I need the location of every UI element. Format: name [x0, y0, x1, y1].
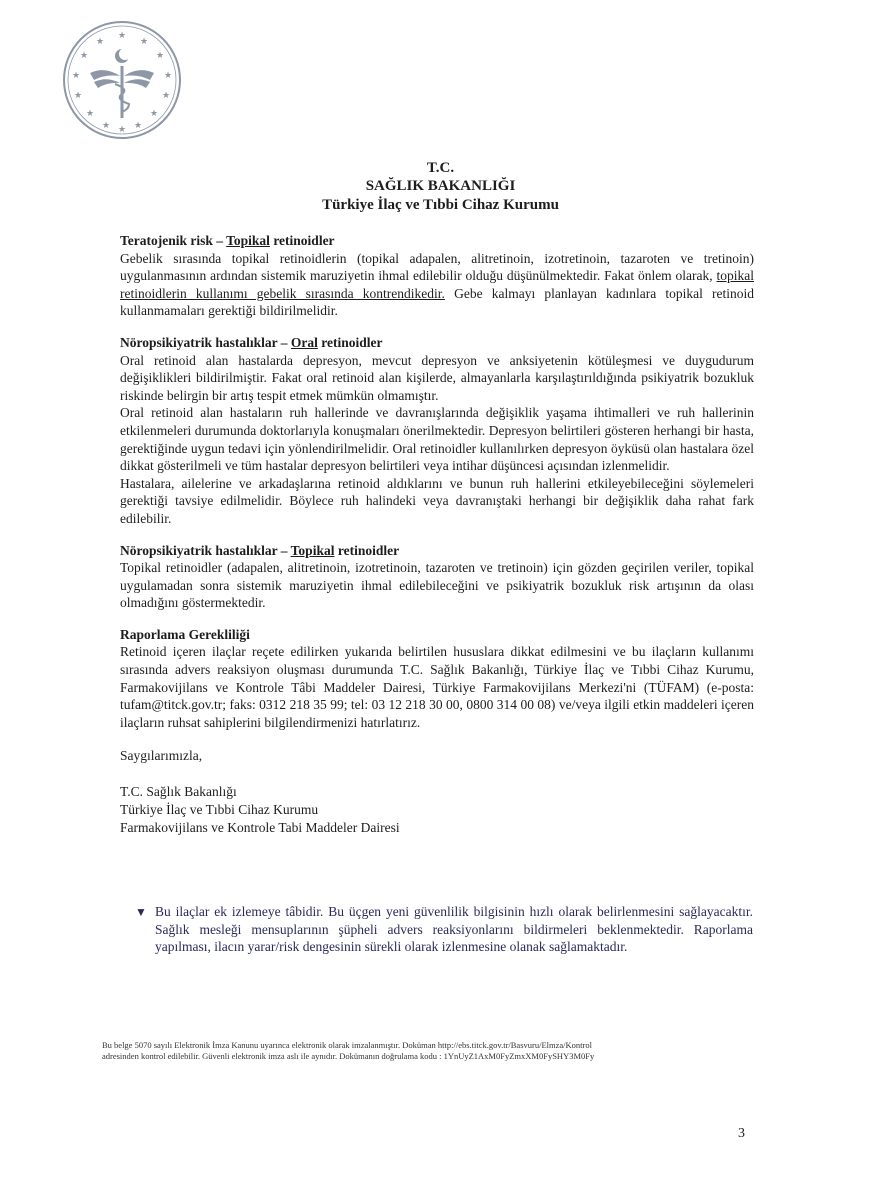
header-agency: Türkiye İlaç ve Tıbbi Cihaz Kurumu: [322, 197, 559, 213]
paragraph: Oral retinoid alan hastalarda depresyon, mevcut depresyon ve anksiyetenin kötüleşmesi ve duygudurum değişiklikleri bildirilmiştir. Fakat oral retinoid alan kişilerde, almayanlarla karşılaştırıldığında psikiyatrik bozukluk riskinde belirgin bir artış tespit etmek mümkün olmamıştır.: [120, 352, 754, 403]
svg-text:★: ★: [85, 109, 95, 119]
paragraph-underlined: topikal retinoidlerin kullanımı gebelik sırasında kontrendikedir.: [120, 268, 754, 301]
page-number: 3: [738, 1126, 745, 1141]
paragraph: [120, 250, 754, 320]
svg-text:★: ★: [101, 121, 111, 131]
title-text: retinoidler: [269, 233, 335, 248]
svg-text:★: ★: [73, 91, 83, 101]
svg-text:★: ★: [133, 121, 143, 131]
footer-line: adresinden kontrol edilebilir. Güvenli elektronik imza aslı ile aynıdır. Dokümanın doğrulama kodu : 1YnUyZ1AxM0FyZmxXM0FySHY3M0Fy: [102, 1051, 595, 1061]
svg-text:★: ★: [161, 91, 171, 101]
additional-monitoring-notice: [135, 903, 753, 956]
paragraph: Retinoid içeren ilaçlar reçete edilirken yukarıda belirtilen hususlara dikkat edilmesini ve bu ilaçların kullanımı sırasında advers reaksiyon oluşması durumunda T.C. Sağlık Bakanlığı, Türkiye İlaç ve Tıbbi Cihaz Kurumu, Farmakovijilans ve Kontrole Tâbi Maddeler Dairesi, Türkiye Farmakovijilans Merkezi'ni (TÜFAM) (e-posta: tufam@titck.gov.tr; faks: 0312 218 35 99; tel: 03 12 218 30 00, 0800 314 00 08) ve/veya ilgili etkin maddeleri içeren ilaçların ruhsat sahiplerini bilgilendirmenizi hatırlatırız.: [120, 644, 754, 730]
title-text: retinoidler: [334, 542, 400, 558]
header-tc: T.C.: [426, 160, 455, 176]
title-underlined: Oral: [290, 334, 318, 350]
paragraph: Topikal retinoidler (adapalen, alitretinoin, izotretinoin, tazaroten ve tretinoin) için gözden geçirilen veriler, topikal uygulamadan sonra sistemik maruziyetin ihmal edilebileceğini ve psikiyatrik bozukluk risk artışının da olası olmadığını göstermektedir.: [120, 560, 754, 611]
title-text: Teratojenik risk –: [120, 233, 227, 248]
section-neuropsychiatric-topical: [120, 542, 754, 612]
svg-text:★: ★: [95, 37, 105, 47]
ministry-of-health-emblem-icon: [60, 18, 184, 142]
section-reporting: [120, 626, 754, 732]
svg-text:★: ★: [163, 71, 173, 81]
greeting: Saygılarımızla,: [120, 748, 203, 764]
section-teratogenic-risk: [120, 232, 754, 320]
paragraph: Hastalara, ailelerine ve arkadaşlarına retinoid aldıklarını ve bunun ruh hallerini etkileyebileceğini söylemeleri gerektiği tavsiye edilmelidir. Böylece ruh halindeki veya davranıştaki herhangi bir değişiklik daha rahat fark edilebilir.: [120, 475, 754, 526]
section-neuropsychiatric-oral: [120, 334, 754, 528]
section-title: [120, 542, 754, 560]
closing: [120, 747, 754, 837]
title-underlined: Topikal: [290, 542, 335, 558]
svg-text:★: ★: [71, 71, 81, 81]
black-triangle-icon: ▼: [135, 905, 147, 919]
title-text: Nöropsikiyatrik hastalıklar –: [120, 542, 291, 558]
paragraph-text: Gebe kalmayı planlayan kadınlara topikal retinoid kullanmamaları gerektiği bildirilmelidir.: [120, 285, 754, 319]
letter-body: [120, 232, 754, 837]
svg-text:★: ★: [139, 37, 149, 47]
title-underlined: Topikal: [226, 233, 270, 248]
signature-line: Türkiye İlaç ve Tıbbi Cihaz Kurumu: [120, 802, 319, 818]
footer-line: Bu belge 5070 sayılı Elektronik İmza Kanunu uyarınca elektronik olarak imzalanmıştır. Doküman http://ebs.titck.gov.tr/Basvuru/Elmza/Kontrol: [102, 1040, 592, 1050]
e-signature-footer: [102, 1040, 762, 1062]
section-title: Raporlama Gerekliliği: [120, 626, 250, 642]
svg-text:★: ★: [117, 125, 127, 135]
svg-text:★: ★: [149, 109, 159, 119]
section-title: [120, 232, 754, 250]
section-title: [120, 334, 754, 352]
signature-line: T.C. Sağlık Bakanlığı: [120, 784, 237, 800]
signature-line: Farmakovijilans ve Kontrole Tabi Maddeler Dairesi: [120, 820, 400, 836]
svg-text:★: ★: [117, 31, 127, 41]
title-text: retinoidler: [317, 334, 383, 350]
paragraph-text: Gebelik sırasında topikal retinoidlerin (topikal adapalen, alitretinoin, izotretinoin, tazaroten ve tretinoin) uygulanmasının ardından sistemik maruziyetin ihmal edilebilir olduğu düşünülmektedir. Fakat önlem olarak,: [120, 250, 754, 284]
header-ministry: SAĞLIK BAKANLIĞI: [365, 178, 516, 194]
svg-text:★: ★: [79, 51, 89, 61]
notice-text: Bu ilaçlar ek izlemeye tâbidir. Bu üçgen yeni güvenlilik bilgisinin hızlı olarak belirlenmesini sağlayacaktır. Sağlık mesleği mensuplarının şüpheli advers reaksiyonlarını bildirmeleri beklenmektedir. Raporlama yapılması, ilacın yarar/risk dengesinin sürekli olarak izlenmesine olanak sağlamaktadır.: [155, 904, 753, 955]
paragraph: Oral retinoid alan hastaların ruh hallerinde ve davranışlarında değişiklik yaşama ihtimalleri ve ruh hallerinin etkilenmeleri durumunda doktorlarıyla konuşmaları önerilmektedir. Depresyon belirtileri gösteren herhangi bir hasta, gerektiğinde uygun tedavi için yönlendirilmelidir. Oral retinoidler kullanılırken depresyon öyküsü olan hastalara özel dikkat gösterilmeli ve tüm hastalar depresyon belirtileri veya intihar düşüncesi açısından izlenmelidir.: [120, 405, 754, 474]
title-text: Nöropsikiyatrik hastalıklar –: [120, 334, 291, 350]
svg-text:★: ★: [155, 51, 165, 61]
